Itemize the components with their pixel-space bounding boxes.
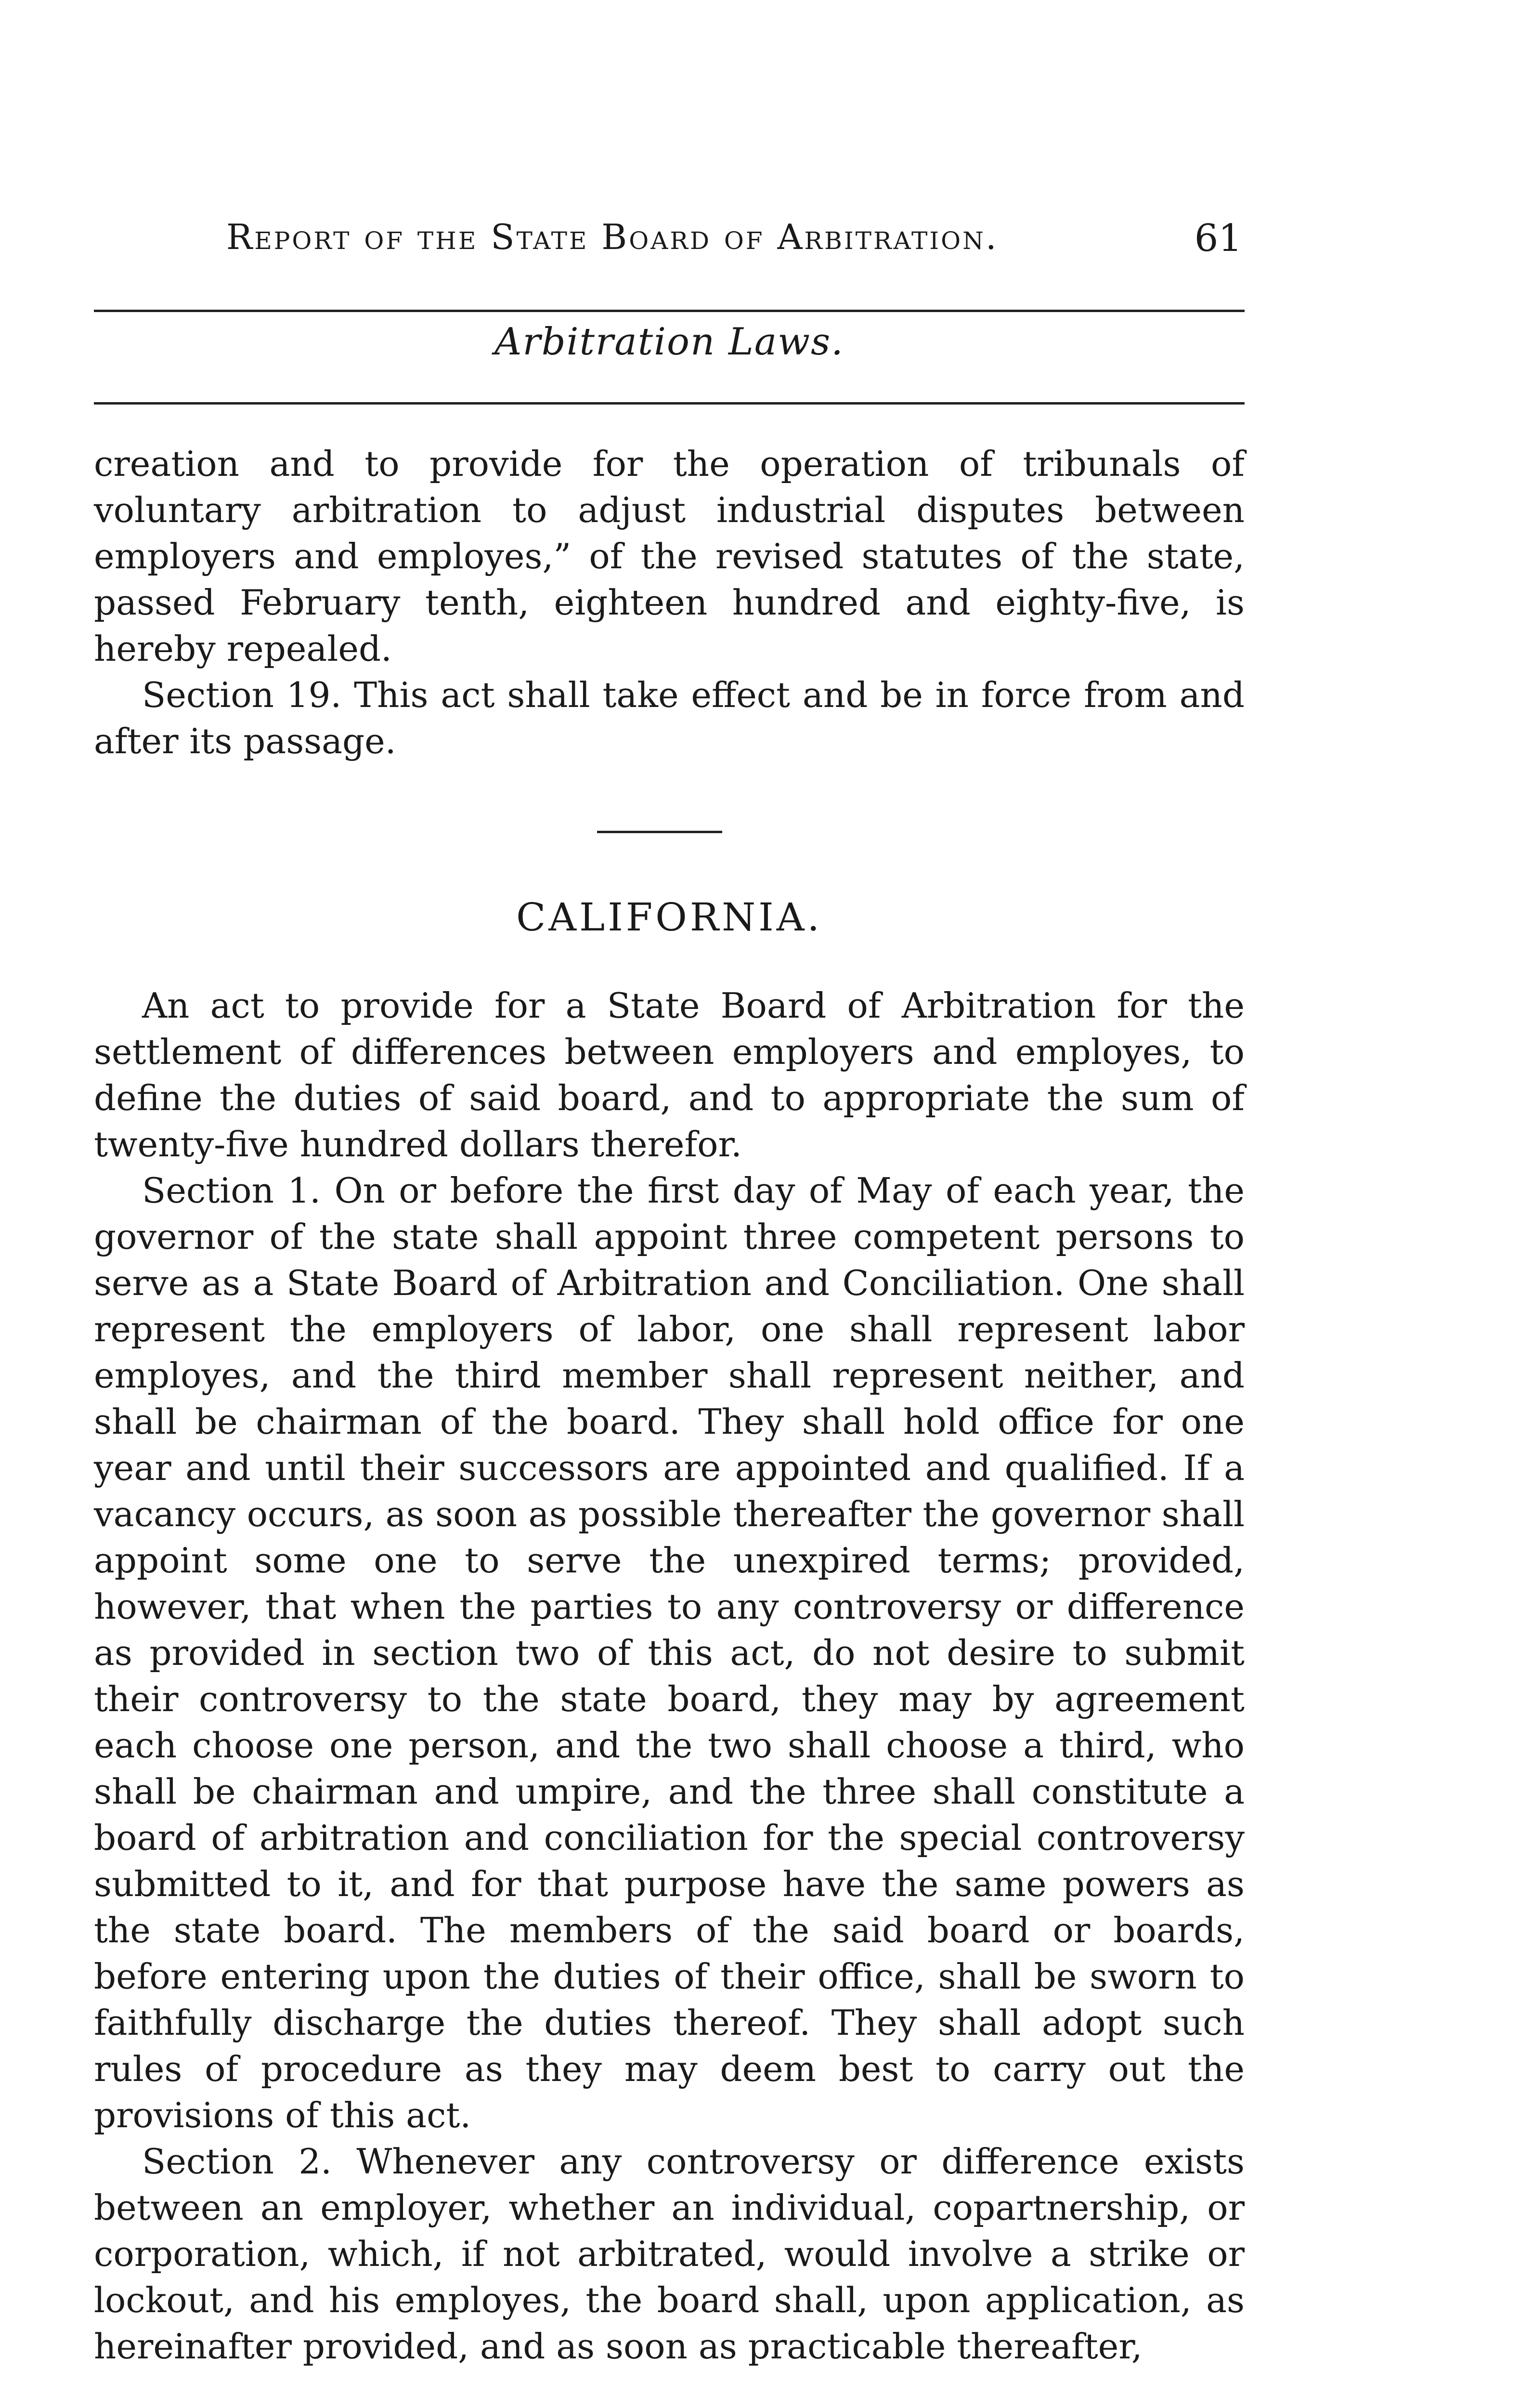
section-divider (597, 831, 722, 833)
running-header (226, 207, 1242, 260)
section-19-paragraph: Section 19. This act shall take effect and be in force from and after its passage. (94, 675, 1245, 761)
act-title-paragraph: An act to provide for a State Board of Arbitration for the settlement of differences between employers and employes, to define the duties of said board, and to appropriate the sum of twenty-five hundred dollars therefor. (94, 985, 1245, 1165)
section-heading: Arbitration Laws. (494, 320, 844, 364)
header-rule-bottom (94, 402, 1245, 405)
section-2-paragraph: Section 2. Whenever any controversy or difference exists between an employer, whether an individual, copartnership, or corporation, which, if not arbitrated, would involve a strike or lockout, and his employes, the board shall, upon application, as hereinafter provided, and as soon as practicable thereafter, (94, 2141, 1245, 2367)
running-title: Report of the State Board of Arbitration. (226, 217, 999, 257)
state-heading: CALIFORNIA. (516, 895, 822, 940)
ohio-act-conclusion (94, 441, 1245, 764)
section-1-paragraph: Section 1. On or before the first day of May of each year, the governor of the state shall appoint three competent persons to serve as a State Board of Arbitration and Conciliation. One shall represent the employers of labor, one shall represent labor employes, and the third member shall represent neither, and shall be chairman of the board. They shall hold office for one year and until their successors are appointed and qualified. If a vacancy occurs, as soon as possible thereafter the governor shall appoint some one to serve the unexpired terms; provided, however, that when the parties to any controversy or difference as provided in section two of this act, do not desire to submit their controversy to the state board, they may by agreement each choose one person, and the two shall choose a third, who shall be chairman and umpire, and the three shall constitute a board of arbitration and conciliation for the special controversy submitted to it, and for that purpose have the same powers as the state board. The members of the said board or boards, before entering upon the duties of their office, shall be sworn to faithfully discharge the duties thereof. They shall adopt such rules of procedure as they may deem best to carry out the provisions of this act. (94, 1170, 1245, 2135)
header-rule-top (94, 310, 1245, 312)
page-number: 61 (1194, 217, 1242, 260)
california-act (94, 982, 1245, 2369)
continued-paragraph: creation and to provide for the operation of tribunals of voluntary arbitration to adjust industrial disputes between employers and employes,” of the revised statutes of the state, passed February tenth, eighteen hundred and eighty-five, is hereby repealed. (94, 444, 1245, 669)
